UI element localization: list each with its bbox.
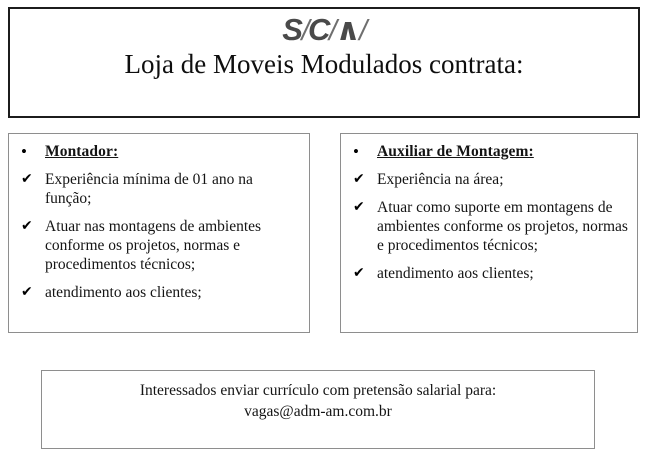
logo-letter-s: S xyxy=(282,12,303,47)
requirement-text: Experiência na área; xyxy=(377,171,504,188)
header-box xyxy=(8,7,640,118)
requirement-text: Experiência mínima de 01 ano na função; xyxy=(45,171,253,207)
list-item xyxy=(15,142,303,161)
logo-letter-a: ∧ xyxy=(335,12,361,47)
checkmark-icon: ✔ xyxy=(353,199,365,215)
checkmark-icon: ✔ xyxy=(21,284,33,300)
checkmark-icon: ✔ xyxy=(21,171,33,187)
checkmark-icon: ✔ xyxy=(353,171,365,187)
requirement-text: atendimento aos clientes; xyxy=(377,265,534,282)
list-item xyxy=(347,170,631,189)
sca-logo xyxy=(10,13,638,47)
logo-letter-c: C xyxy=(308,12,330,47)
job-title-montador: Montador: xyxy=(45,143,119,160)
job-title-auxiliar: Auxiliar de Montagem: xyxy=(377,143,534,160)
list-item xyxy=(15,170,303,208)
requirement-text: Atuar como suporte em montagens de ambientes conforme os projetos, normas e procedimentos técnicos; xyxy=(377,199,628,254)
list-item xyxy=(347,142,631,161)
contact-email: vagas@adm-am.com.br xyxy=(244,403,392,420)
dot-bullet-icon: • xyxy=(21,142,27,161)
job-listing-montador xyxy=(8,133,310,333)
page-title: Loja de Moveis Modulados contrata: xyxy=(124,49,524,79)
contact-box xyxy=(41,370,595,449)
logo-slash-1: / xyxy=(301,15,310,47)
list-item xyxy=(15,283,303,302)
requirement-text: atendimento aos clientes; xyxy=(45,284,202,301)
checkmark-icon: ✔ xyxy=(353,265,365,281)
requirement-text: Atuar nas montagens de ambientes conforme os projetos, normas e procedimentos técnicos; xyxy=(45,218,262,273)
dot-bullet-icon: • xyxy=(353,142,359,161)
list-item xyxy=(347,264,631,283)
logo-slash-2: / xyxy=(328,15,337,47)
checkmark-icon: ✔ xyxy=(21,218,33,234)
list-item xyxy=(347,198,631,255)
job-listing-auxiliar xyxy=(340,133,638,333)
contact-instruction: Interessados enviar currículo com pretensão salarial para: xyxy=(139,382,497,399)
logo-slash-3: / xyxy=(359,15,367,47)
list-item xyxy=(15,217,303,274)
